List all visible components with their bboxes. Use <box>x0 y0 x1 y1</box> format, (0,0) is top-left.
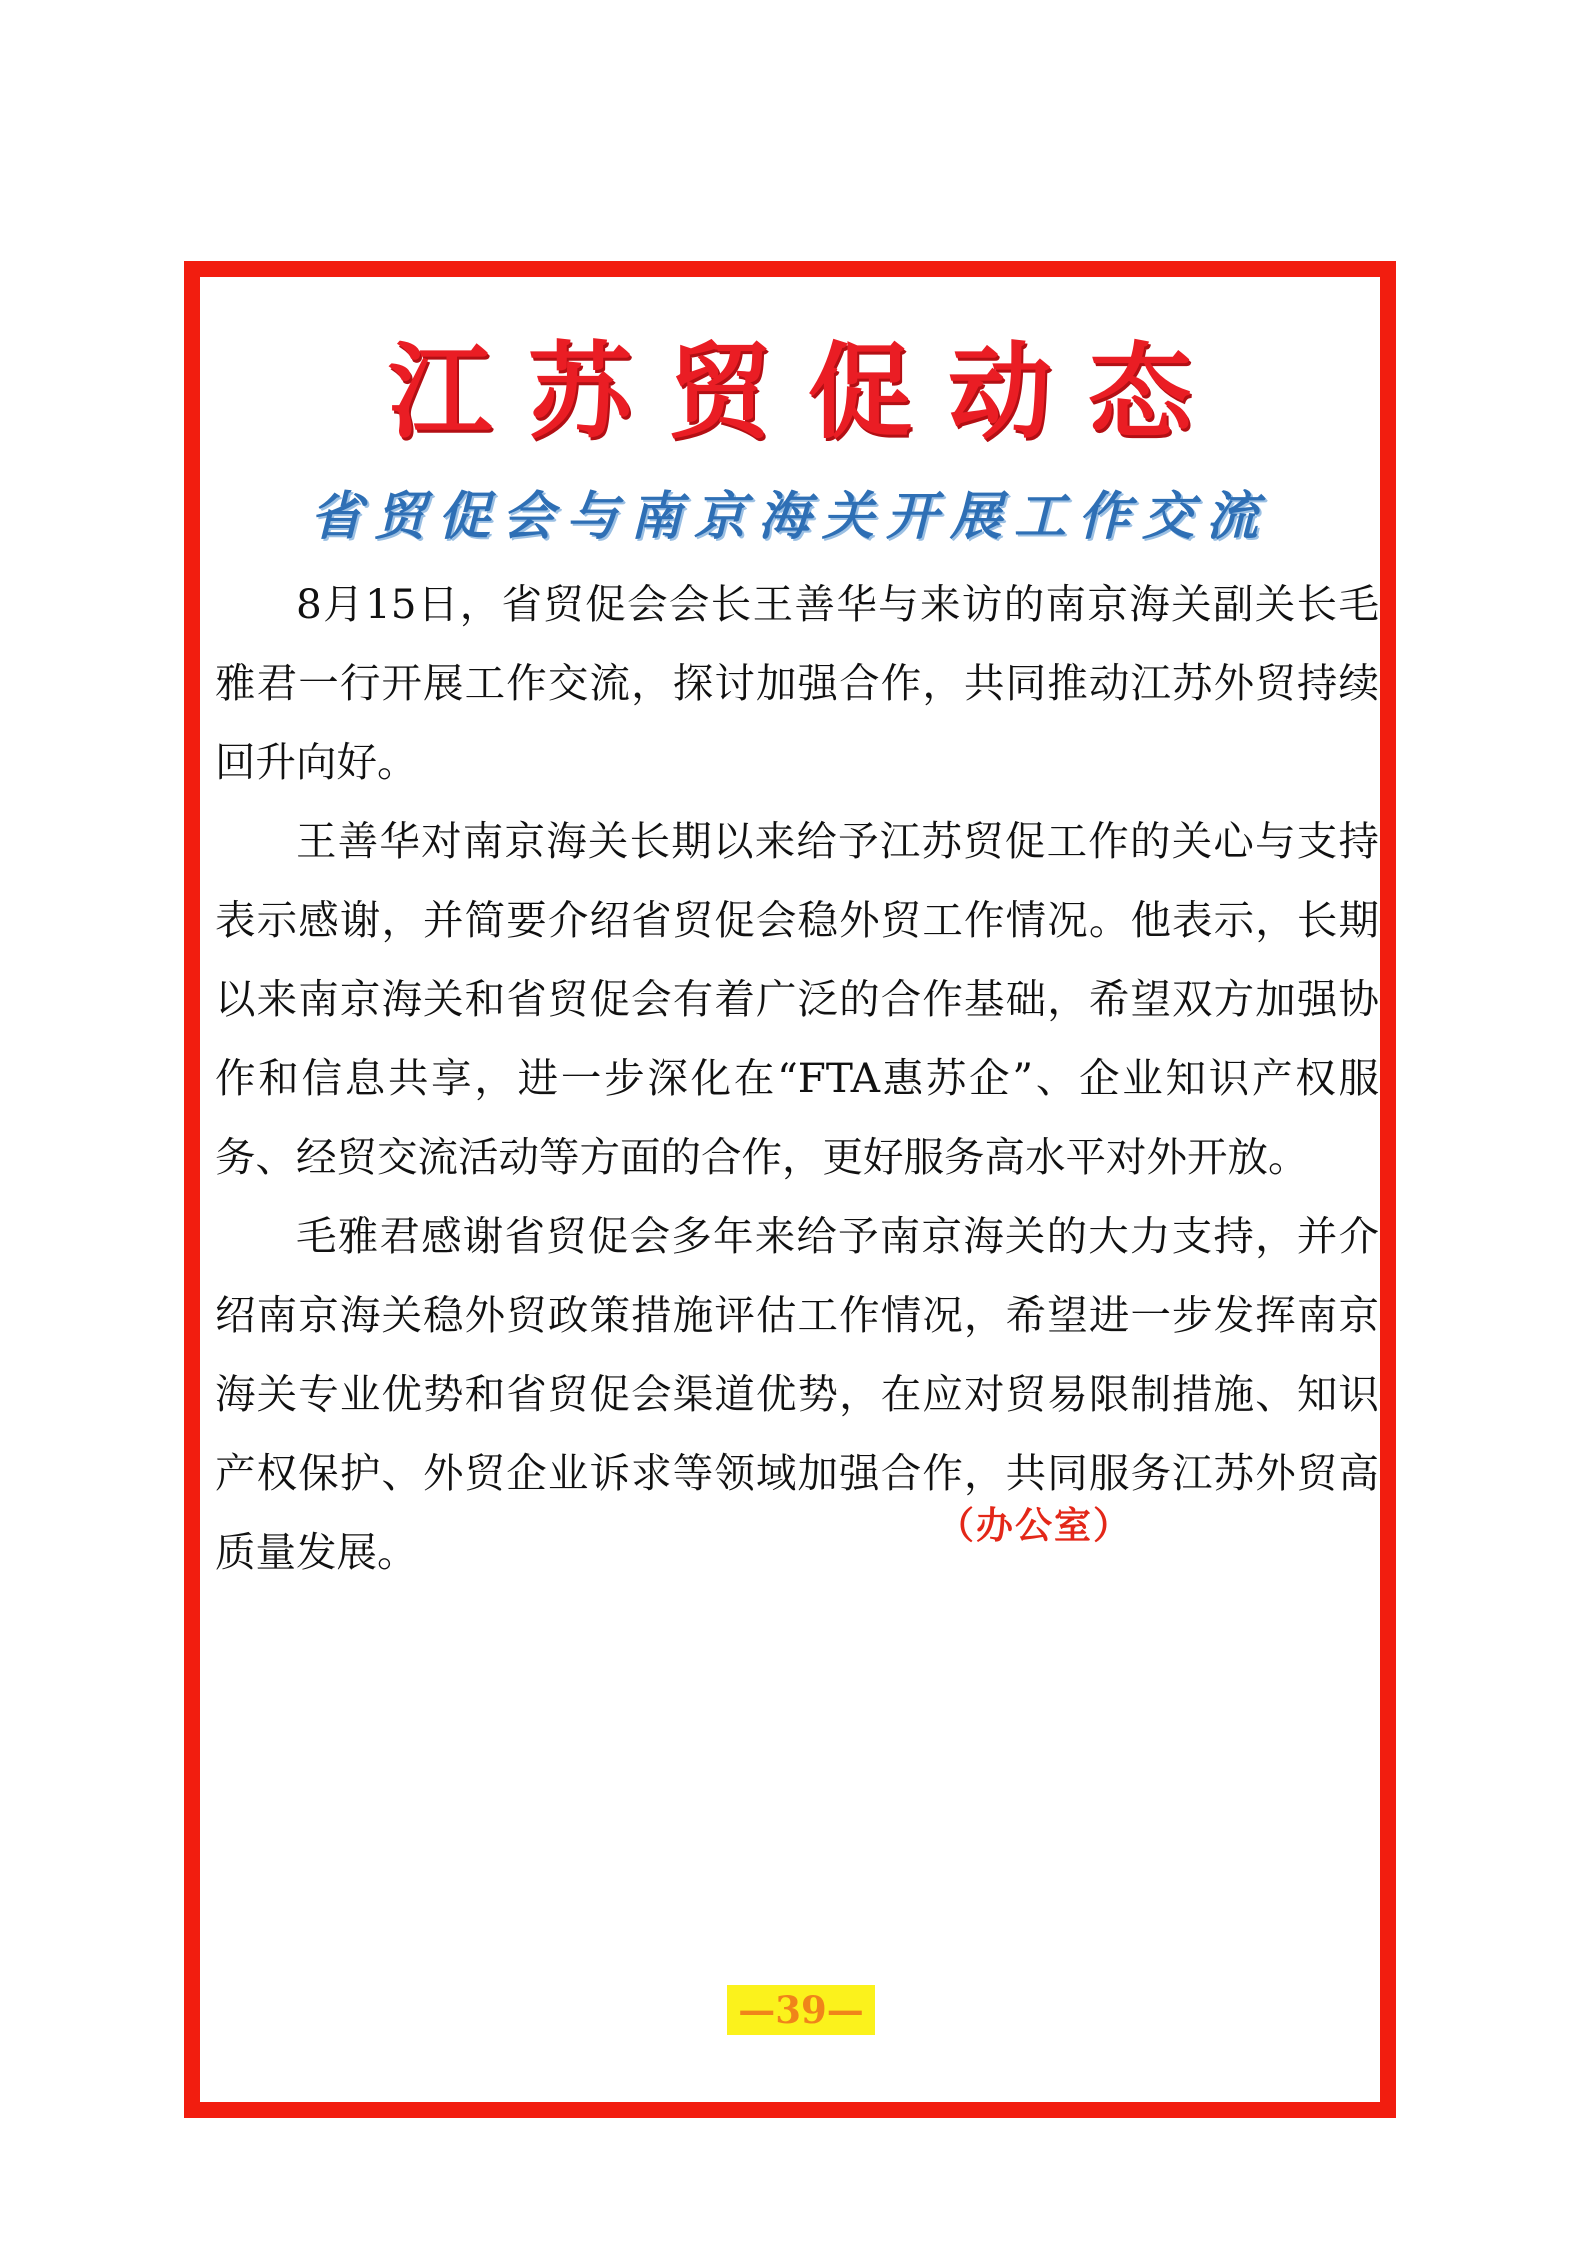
page-number: —39— <box>727 1985 875 2035</box>
article-paragraph: 8月15日，省贸促会会长王善华与来访的南京海关副关长毛雅君一行开展工作交流，探讨加强合作，共同推动江苏外贸持续回升向好。 <box>215 580 1379 786</box>
article-paragraph: 毛雅君感谢省贸促会多年来给予南京海关的大力支持，并介绍南京海关稳外贸政策措施评估工作情况，希望进一步发挥南京海关专业优势和省贸促会渠道优势，在应对贸易限制措施、知识产权保护、外贸企业诉求等领域加强合作，共同服务江苏外贸高质量发展。 <box>215 1212 1379 1576</box>
masthead-title: 江苏贸促动态 <box>387 330 1228 453</box>
article-paragraph: 王善华对南京海关长期以来给予江苏贸促工作的关心与支持表示感谢，并简要介绍省贸促会稳外贸工作情况。他表示，长期以来南京海关和省贸促会有着广泛的合作基础，希望双方加强协作和信息共享，进一步深化在“FTA惠苏企”、企业知识产权服务、经贸交流活动等方面的合作，更好服务高水平对外开放。 <box>215 817 1379 1181</box>
article-body <box>215 565 1379 1592</box>
article-byline: （办公室） <box>937 1503 1132 1547</box>
article-headline: 省贸促会与南京海关开展工作交流 <box>309 486 1270 547</box>
page-frame <box>184 261 1396 2118</box>
